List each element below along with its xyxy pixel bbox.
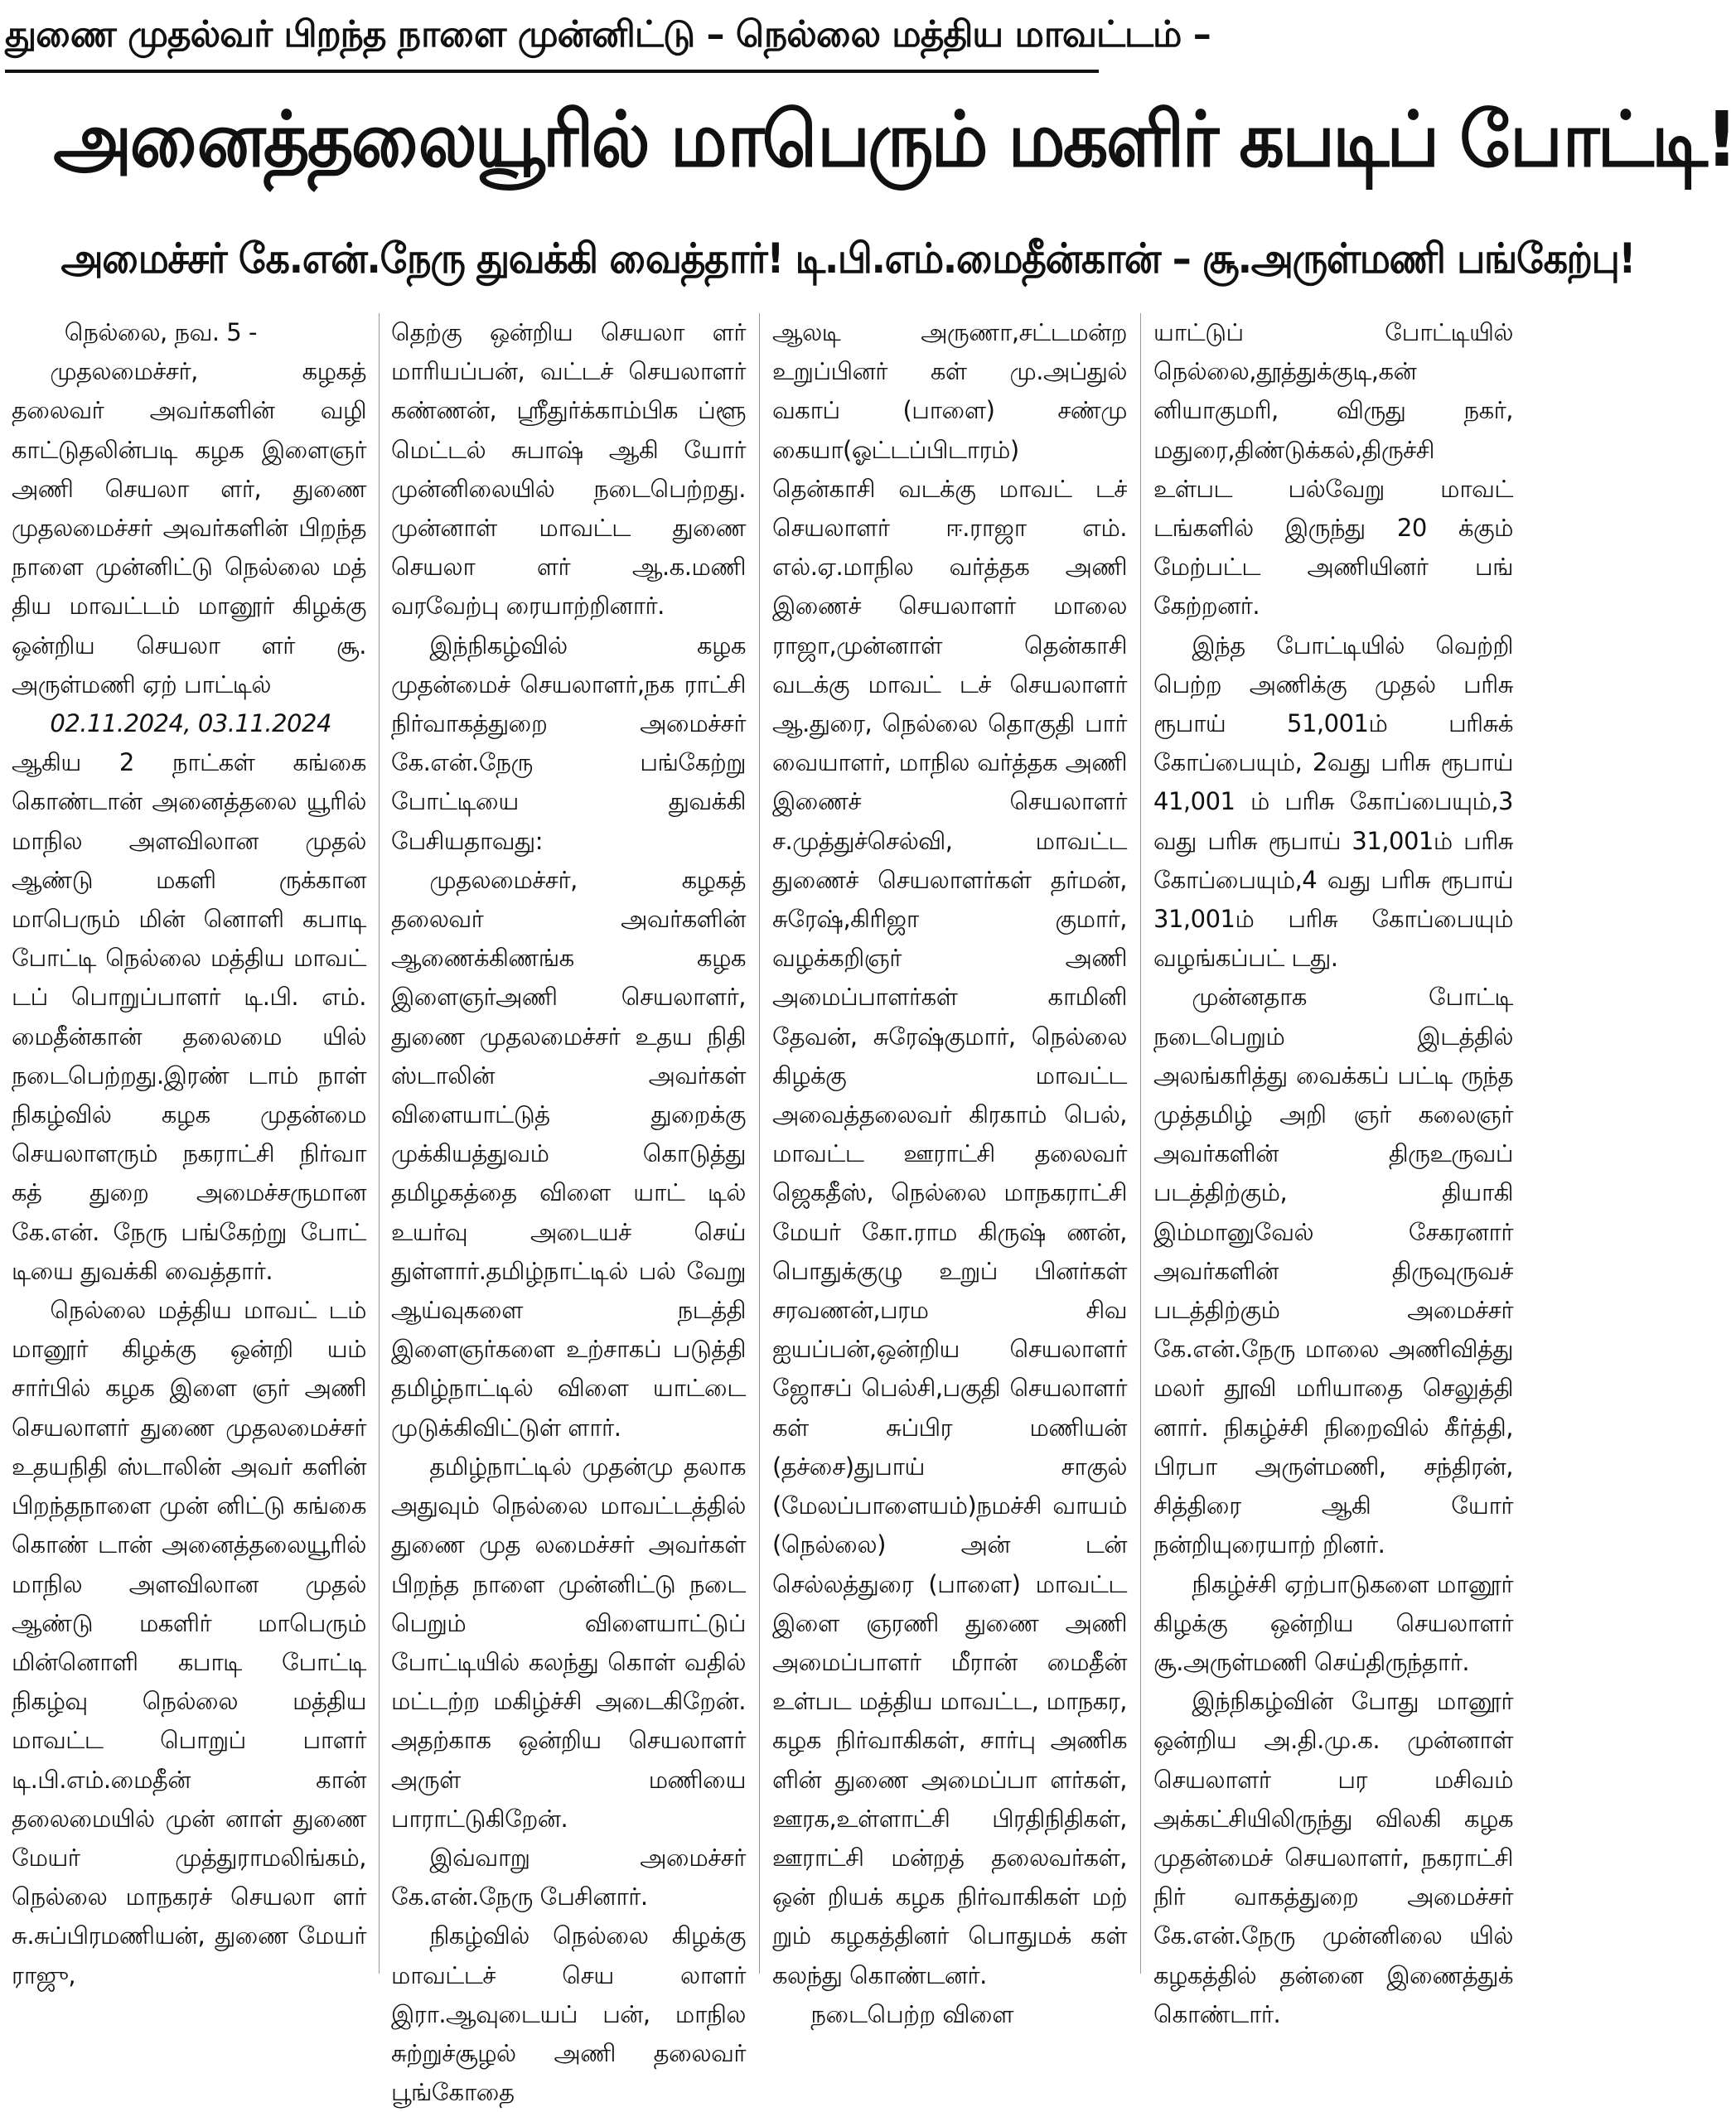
paragraph: முன்னதாக போட்டி நடைபெறும் இடத்தில் அலங்கரித்து வைக்கப் பட்டி ருந்த முத்தமிழ் அறி ஞர் கலைஞர் அவர்களின் திருஉருவப் படத்திற்கும், தியாகி இம்மானுவேல் சேகரனார் அவர்களின் திருவுருவச் படத்திற்கும் அமைச்சர் கே.என்.நேரு மாலை அணிவித்து மலர் தூவி மரியாதை செலுத்தி னார். நிகழ்ச்சி நிறைவில் கீர்த்தி, பிரபா அருள்மணி, சந்திரன், சித்திரை ஆகி யோர் நன்றியுரையாற் றினர். [1153, 983, 1513, 1559]
paragraph: யாட்டுப் போட்டியில் நெல்லை,தூத்துக்குடி,கன் னியாகுமரி, விருது நகர், மதுரை,திண்டுக்கல்,திருச்சி உள்பட பல்வேறு மாவட் டங்களில் இருந்து 20 க்கும் மேற்பட்ட அணியினர் பங் கேற்றனர். [1153, 318, 1513, 621]
paragraph: நிகழ்வில் நெல்லை கிழக்கு மாவட்டச் செய லாளர் இரா.ஆவுடையப் பன், மாநில சுற்றுச்சூழல் அணி தலைவர் பூங்கோதை [391, 1921, 746, 2107]
paragraph: ஆலடி அருணா,சட்டமன்ற உறுப்பினர் கள் மு.அப்துல் வகாப் (பாளை) சண்மு கையா(ஓட்டப்பிடாரம்) தென்காசி வடக்கு மாவட் டச் செயலாளர் ஈ.ராஜா எம். எல்.ஏ.மாநில வர்த்தக அணி இணைச் செயலாளர் மாலை ராஜா,முன்னாள் தென்காசி வடக்கு மாவட் டச் செயலாளர் ஆ.துரை, நெல்லை தொகுதி பார் வையாளர், மாநில வர்த்தக அணி இணைச் செயலாளர் ச.முத்துச்செல்வி, மாவட்ட துணைச் செயலாளர்கள் தர்மன், சுரேஷ்,கிரிஜா குமார், வழக்கறிஞர் அணி அமைப்பாளர்கள் காமினி தேவன், சுரேஷ்குமார், நெல்லை கிழக்கு மாவட்ட அவைத்தலைவர் கிரகாம் பெல், மாவட்ட ஊராட்சி தலைவர் ஜெகதீஸ், நெல்லை மாநகராட்சி மேயர் கோ.ராம கிருஷ் ணன், பொதுக்குழு உறுப் பினர்கள் சரவணன்,பரம சிவ ஐயப்பன்,ஒன்றிய செயலாளர் ஜோசப் பெல்சி,பகுதி செயலாளர் கள் சுப்பிர மணியன் (தச்சை)துபாய் சாகுல் (மேலப்பாளையம்)நமச்சி வாயம் (நெல்லை) அன் டன் செல்லத்துரை (பாளை) மாவட்ட இளை ஞரணி துணை அணி அமைப்பாளர் மீரான் மைதீன் உள்பட மத்திய மாவட்ட, மாநகர, கழக நிர்வாகிகள், சார்பு அணிக ளின் துணை அமைப்பா ளர்கள், ஊரக,உள்ளாட்சி பிரதிநிதிகள், ஊராட்சி மன்றத் தலைவர்கள், ஒன் றியக் கழக நிர்வாகிகள் மற் றும் கழகத்தினர் பொதுமக் கள் கலந்து கொண்டனர். [772, 318, 1127, 1989]
kicker-underline [5, 70, 1099, 73]
paragraph: இந்நிகழ்வில் கழக முதன்மைச் செயலாளர்,நக ராட்சி நிர்வாகத்துறை அமைச்சர் கே.என்.நேரு பங்கேற்று போட்டியை துவக்கி பேசியதாவது: [391, 631, 746, 855]
column-divider [379, 313, 380, 1974]
paragraph: தமிழ்நாட்டில் முதன்மு தலாக அதுவும் நெல்லை மாவட்டத்தில் துணை முத லமைச்சர் அவர்கள் பிறந்த நாளை முன்னிட்டு நடை பெறும் விளையாட்டுப் போட்டியில் கலந்து கொள் வதில் மட்டற்ற மகிழ்ச்சி அடைகிறேன். அதற்காக ஒன்றிய செயலாளர் அருள் மணியை பாராட்டுகிறேன். [391, 1452, 746, 1833]
subheadline: அமைச்சர் கே.என்.நேரு துவக்கி வைத்தார்! டி.பி.எம்.மைதீன்கான் – சூ.அருள்மணி பங்கேற்பு! [60, 234, 1636, 283]
kicker-line: துணை முதல்வர் பிறந்த நாளை முன்னிட்டு – நெல்லை மத்திய மாவட்டம் – [5, 13, 1211, 56]
paragraph: இந்த போட்டியில் வெற்றி பெற்ற அணிக்கு முதல் பரிசு ரூபாய் 51,001ம் பரிசுக் கோப்பையும், 2வது பரிசு ரூபாய் 41,001 ம் பரிசு கோப்பையும்,3 வது பரிசு ரூபாய் 31,001ம் பரிசு கோப்பையும்,4 வது பரிசு ரூபாய் 31,001ம் பரிசு கோப்பையும் வழங்கப்பட் டது. [1153, 631, 1513, 973]
paragraph: முதலமைச்சர், கழகத் தலைவர் அவர்களின் வழி காட்டுதலின்படி கழக இளைஞர் அணி செயலா ளர், துணை முதலமைச்சர் அவர்களின் பிறந்த நாளை முன்னிட்டு நெல்லை மத் திய மாவட்டம் மானூர் கிழக்கு ஒன்றிய செயலா ளர் சூ. அருள்மணி ஏற் பாட்டில் [12, 357, 366, 698]
paragraph: நிகழ்ச்சி ஏற்பாடுகளை மானூர் கிழக்கு ஒன்றிய செயலாளர் சூ.அருள்மணி செய்திருந்தார். [1153, 1569, 1513, 1676]
article-column-1 [12, 313, 366, 1989]
paragraph: நெல்லை மத்திய மாவட் டம் மானூர் கிழக்கு ஒன்றி யம் சார்பில் கழக இளை ஞர் அணி செயலாளர் துணை முதலமைச்சர் உதயநிதி ஸ்டாலின் அவர் களின் பிறந்தநாளை முன் னிட்டு கங்கை கொண் டான் அனைத்தலையூரில் மாநில அளவிலான முதல் ஆண்டு மகளிர் மாபெரும் மின்னொளி கபாடி போட்டி நிகழ்வு நெல்லை மத்திய மாவட்ட பொறுப் பாளர் டி.பி.எம்.மைதீன் கான் தலைமையில் முன் னாள் துணை மேயர் முத்துராமலிங்கம், நெல்லை மாநகரச் செயலா ளர் சு.சுப்பிரமணியன், துணை மேயர் ராஜு, [12, 1296, 366, 1989]
column-divider [759, 313, 760, 1974]
paragraph: தெற்கு ஒன்றிய செயலா ளர் மாரியப்பன், வட்டச் செயலாளர் கண்ணன், ஸ்ரீதுர்க்காம்பிக ப்ளூ மெட்டல் சுபாஷ் ஆகி யோர் முன்னிலையில் நடைபெற்றது. முன்னாள் மாவட்ட துணை செயலா ளர் ஆ.க.மணி வரவேற்பு ரையாற்றினார். [391, 318, 746, 621]
article-column-2 [391, 313, 746, 2107]
column-divider [1140, 313, 1141, 1974]
article-body [12, 313, 1513, 2107]
paragraph: நடைபெற்ற விளை [810, 1999, 1013, 2028]
paragraph: முதலமைச்சர், கழகத் தலைவர் அவர்களின் ஆணைக்கிணங்க கழக இளைஞர்அணி செயலாளர், துணை முதலமைச்சர் உதய நிதி ஸ்டாலின் அவர்கள் விளையாட்டுத் துறைக்கு முக்கியத்துவம் கொடுத்து தமிழகத்தை விளை யாட் டில் உயர்வு அடையச் செய் துள்ளார்.தமிழ்நாட்டில் பல் வேறு ஆய்வுகளை நடத்தி இளைஞர்களை உற்சாகப் படுத்தி தமிழ்நாட்டில் விளை யாட்டை முடுக்கிவிட்டுள் ளார். [391, 865, 746, 1442]
event-dates: 02.11.2024, 03.11.2024 [50, 709, 331, 738]
article-column-4 [1153, 313, 1513, 2028]
article-column-3 [772, 313, 1127, 2028]
headline: அனைத்தலையூரில் மாபெரும் மகளிர் கபடிப் போட்டி! [53, 95, 1736, 184]
paragraph: இவ்வாறு அமைச்சர் கே.என்.நேரு பேசினார். [391, 1843, 746, 1911]
paragraph: இந்நிகழ்வின் போது மானூர் ஒன்றிய அ.தி.மு.க. முன்னாள் செயலாளர் பர மசிவம் அக்கட்சியிலிருந்து விலகி கழக முதன்மைச் செயலாளர், நகராட்சி நிர் வாகத்துறை அமைச்சர் கே.என்.நேரு முன்னிலை யில் கழகத்தில் தன்னை இணைத்துக் கொண்டார். [1153, 1687, 1513, 2028]
paragraph: ஆகிய 2 நாட்கள் கங்கை கொண்டான் அனைத்தலை யூரில் மாநில அளவிலான முதல் ஆண்டு மகளி ருக்கான மாபெரும் மின் னொளி கபாடி போட்டி நெல்லை மத்திய மாவட் டப் பொறுப்பாளர் டி.பி. எம். மைதீன்கான் தலைமை யில் நடைபெற்றது.இரண் டாம் நாள் நிகழ்வில் கழக முதன்மை செயலாளரும் நகராட்சி நிர்வா கத் துறை அமைச்சருமான கே.என். நேரு பங்கேற்று போட் டியை துவக்கி வைத்தார். [12, 748, 366, 1285]
dateline: நெல்லை, நவ. 5 - [64, 318, 257, 346]
